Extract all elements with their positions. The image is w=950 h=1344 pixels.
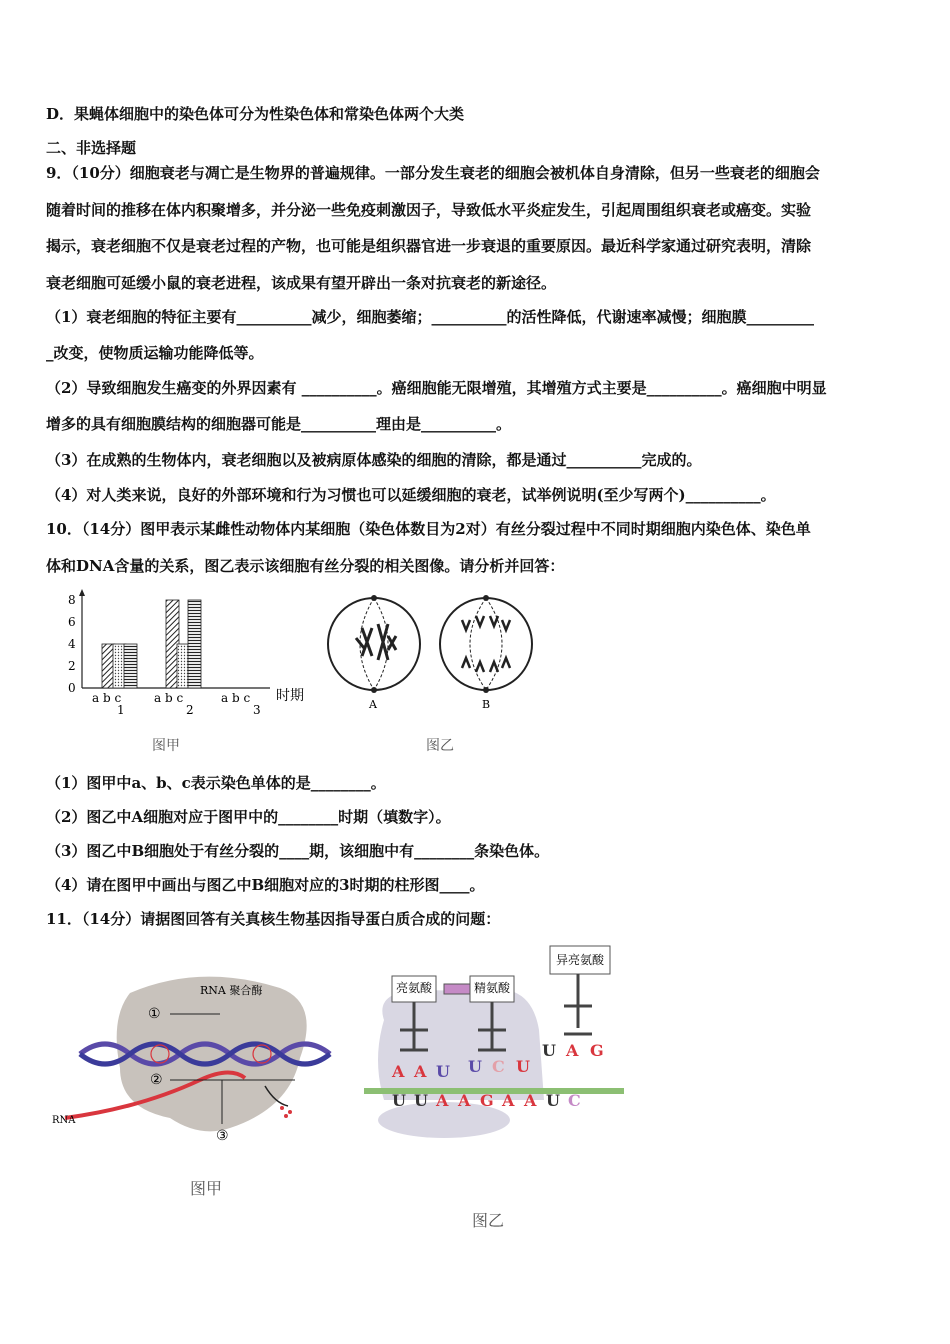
x-axis-label: 时期 xyxy=(276,688,304,704)
aa1-label: 亮氨酸 xyxy=(396,981,433,995)
mrna-base: U xyxy=(546,1091,560,1110)
option-d: D．果蝇体细胞中的染色体可分为性染色体和常染色体两个大类 xyxy=(46,105,465,123)
cell-a xyxy=(328,595,420,693)
cell-b-label: B xyxy=(482,698,491,711)
q9-sub1-a: （1）衰老细胞的特征主要有__________减少，细胞萎缩；__________的活性降低，代谢速率减慢；细胞膜_________ xyxy=(46,308,814,326)
fig11-translation xyxy=(364,940,630,1146)
y-tick-label: 0 xyxy=(68,681,76,695)
q9-stem-3: 揭示，衰老细胞不仅是衰老过程的产物，也可能是组织器官进一步衰退的重要原因。最近科学家通过研究表明，清除 xyxy=(46,237,812,255)
anticodon-base: A xyxy=(566,1041,579,1060)
period-label-1: 1 xyxy=(117,703,125,717)
label-1: ① xyxy=(148,1006,161,1022)
fig10-caption-yi: 图乙 xyxy=(426,738,454,754)
fig10-cells xyxy=(326,594,536,716)
period-label-3: 3 xyxy=(253,703,261,717)
abc-label-2: a b c xyxy=(154,691,184,705)
y-tick-label: 6 xyxy=(68,615,76,629)
ribosome xyxy=(378,990,544,1100)
anticodon-base: G xyxy=(590,1041,604,1060)
y-tick-label: 2 xyxy=(68,659,76,673)
y-tick-label: 4 xyxy=(68,637,76,651)
anticodon-base: A xyxy=(414,1062,427,1081)
label-2: ② xyxy=(150,1072,163,1088)
fig11-caption-yi: 图乙 xyxy=(472,1211,505,1230)
fig10-bar-chart xyxy=(60,588,320,718)
bar-c-period-2 xyxy=(188,600,201,688)
period-label-2: 2 xyxy=(186,703,194,717)
abc-label-3: a b c xyxy=(221,691,251,705)
rna-label: RNA xyxy=(52,1115,76,1126)
anticodon-base: C xyxy=(492,1057,505,1076)
q9-sub1-b: _改变，使物质运输功能降低等。 xyxy=(46,344,264,362)
mrna-base: G xyxy=(480,1091,494,1110)
peptide-bond xyxy=(444,984,470,994)
mrna-base: C xyxy=(568,1091,581,1110)
label-3: ③ xyxy=(216,1128,229,1144)
cell-a-label: A xyxy=(369,698,377,711)
q10-sub1: （1）图甲中a、b、c表示染色单体的是________。 xyxy=(46,774,386,792)
rna-polymerase-label: RNA 聚合酶 xyxy=(200,984,263,997)
mrna-base: U xyxy=(414,1091,428,1110)
mrna-base: A xyxy=(458,1091,471,1110)
fig11-transcription xyxy=(50,968,340,1154)
cell-b xyxy=(440,595,532,693)
fig11-caption-jia: 图甲 xyxy=(190,1179,223,1198)
q9-stem-1: 9．（10分）细胞衰老与凋亡是生物界的普遍规律。一部分发生衰老的细胞会被机体自身清除，但另一些衰老的细胞会 xyxy=(46,164,820,182)
mrna-base: A xyxy=(436,1091,449,1110)
aa2-label: 精氨酸 xyxy=(474,981,511,995)
q10-stem-1: 10．（14分）图甲表示某雌性动物体内某细胞（染色体数目为2对）有丝分裂过程中不同时期细胞内染色体、染色单 xyxy=(46,520,811,538)
q9-sub3: （3）在成熟的生物体内，衰老细胞以及被病原体感染的细胞的清除，都是通过__________完成的。 xyxy=(46,451,702,469)
anticodon-base: U xyxy=(436,1062,450,1081)
q11-stem: 11．（14分）请据图回答有关真核生物基因指导蛋白质合成的问题： xyxy=(46,910,501,928)
q9-stem-4: 衰老细胞可延缓小鼠的衰老进程，该成果有望开辟出一条对抗衰老的新途径。 xyxy=(46,274,557,292)
anticodon-base: U xyxy=(542,1041,556,1060)
mrna-base: A xyxy=(502,1091,515,1110)
y-axis-arrow xyxy=(79,589,85,596)
q10-sub3: （3）图乙中B细胞处于有丝分裂的____期，该细胞中有________条染色体。 xyxy=(46,842,550,860)
anticodon-base: U xyxy=(468,1057,482,1076)
abc-label-1: a b c xyxy=(92,691,122,705)
anticodon-base: A xyxy=(392,1062,405,1081)
q10-sub4: （4）请在图甲中画出与图乙中B细胞对应的3时期的柱形图____。 xyxy=(46,876,485,894)
aa3-label: 异亮氨酸 xyxy=(556,953,605,967)
fig10-caption-jia: 图甲 xyxy=(152,738,180,754)
bar-c-period-1 xyxy=(124,644,137,688)
q9-sub4: （4）对人类来说，良好的外部环境和行为习惯也可以延缓细胞的衰老，试举例说明(至少写两个)__________。 xyxy=(46,486,776,504)
mrna-base: A xyxy=(524,1091,537,1110)
mrna-base: U xyxy=(392,1091,406,1110)
q10-stem-2: 体和DNA含量的关系，图乙表示该细胞有丝分裂的相关图像。请分析并回答： xyxy=(46,557,565,575)
q9-sub2-b: 增多的具有细胞膜结构的细胞器可能是__________理由是__________。 xyxy=(46,415,512,433)
q9-stem-2: 随着时间的推移在体内积聚增多，并分泌一些免疫刺激因子，导致低水平炎症发生，引起周围组织衰老或癌变。实验 xyxy=(46,201,812,219)
anticodon-base: U xyxy=(516,1057,530,1076)
q9-sub2-a: （2）导致细胞发生癌变的外界因素有 __________。癌细胞能无限增殖，其增殖方式主要是__________。癌细胞中明显 xyxy=(46,379,827,397)
section-heading: 二、非选择题 xyxy=(46,139,137,157)
q10-sub2: （2）图乙中A细胞对应于图甲中的________时期（填数字）。 xyxy=(46,808,451,826)
y-tick-label: 8 xyxy=(68,593,76,607)
